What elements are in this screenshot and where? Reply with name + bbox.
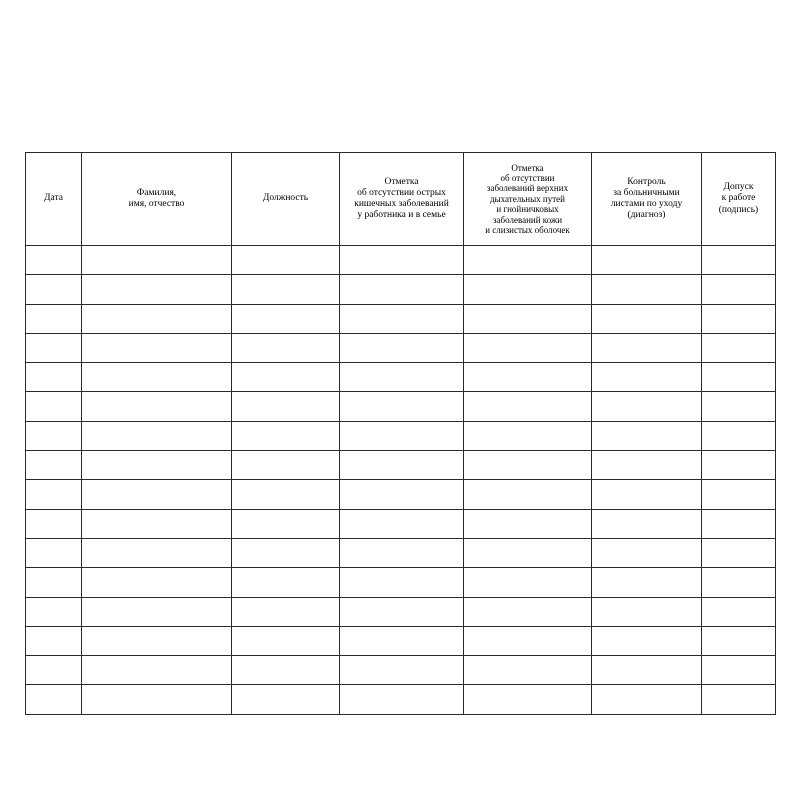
table-header xyxy=(26,153,776,246)
table-cell-position[interactable] xyxy=(232,685,340,714)
table-cell-sick-leave-control[interactable] xyxy=(592,451,702,480)
table-cell-no-respiratory-disease[interactable] xyxy=(464,509,592,538)
header-line: дыхательных путей xyxy=(490,193,565,204)
table-row xyxy=(26,597,776,626)
table-row xyxy=(26,363,776,392)
header-line: Дата xyxy=(44,193,63,204)
column-header-no-respiratory-disease xyxy=(464,153,592,246)
header-line: (подпись) xyxy=(718,204,759,215)
table-cell-position[interactable] xyxy=(232,597,340,626)
table-cell-position[interactable] xyxy=(232,656,340,685)
table-cell-date[interactable] xyxy=(26,538,82,567)
table-row xyxy=(26,392,776,421)
table-cell-position[interactable] xyxy=(232,275,340,304)
table-row xyxy=(26,480,776,509)
table-row xyxy=(26,538,776,567)
journal-table xyxy=(25,152,776,715)
table-cell-no-respiratory-disease[interactable] xyxy=(464,597,592,626)
table-row xyxy=(26,304,776,333)
table-cell-full-name[interactable] xyxy=(82,538,232,567)
table-cell-work-admission[interactable] xyxy=(702,656,776,685)
table-cell-no-intestinal-disease[interactable] xyxy=(340,509,464,538)
table-cell-sick-leave-control[interactable] xyxy=(592,568,702,597)
table-cell-no-respiratory-disease[interactable] xyxy=(464,538,592,567)
table-cell-full-name[interactable] xyxy=(82,568,232,597)
table-cell-work-admission[interactable] xyxy=(702,685,776,714)
table-cell-no-respiratory-disease[interactable] xyxy=(464,451,592,480)
table-cell-full-name[interactable] xyxy=(82,304,232,333)
table-cell-full-name[interactable] xyxy=(82,626,232,655)
table-cell-no-respiratory-disease[interactable] xyxy=(464,363,592,392)
table-cell-no-respiratory-disease[interactable] xyxy=(464,333,592,362)
table-cell-sick-leave-control[interactable] xyxy=(592,333,702,362)
column-header-position-text xyxy=(235,193,336,204)
table-cell-position[interactable] xyxy=(232,421,340,450)
table-row xyxy=(26,451,776,480)
header-line: Отметка xyxy=(511,162,544,173)
header-line: об отсутствии острых xyxy=(357,187,446,198)
table-cell-full-name[interactable] xyxy=(82,597,232,626)
table-cell-sick-leave-control[interactable] xyxy=(592,509,702,538)
table-cell-full-name[interactable] xyxy=(82,451,232,480)
table-cell-date[interactable] xyxy=(26,363,82,392)
header-line: Допуск xyxy=(723,182,754,193)
header-line: об отсутствии xyxy=(500,173,555,184)
header-line: Должность xyxy=(262,193,309,204)
table-row xyxy=(26,568,776,597)
table-cell-date[interactable] xyxy=(26,246,82,275)
table-cell-sick-leave-control[interactable] xyxy=(592,421,702,450)
table-cell-sick-leave-control[interactable] xyxy=(592,685,702,714)
table-cell-work-admission[interactable] xyxy=(702,568,776,597)
table-cell-sick-leave-control[interactable] xyxy=(592,480,702,509)
table-cell-date[interactable] xyxy=(26,597,82,626)
table-cell-no-intestinal-disease[interactable] xyxy=(340,363,464,392)
table-cell-date[interactable] xyxy=(26,685,82,714)
table-cell-work-admission[interactable] xyxy=(702,421,776,450)
table-cell-work-admission[interactable] xyxy=(702,509,776,538)
table-cell-no-respiratory-disease[interactable] xyxy=(464,275,592,304)
table-cell-no-intestinal-disease[interactable] xyxy=(340,392,464,421)
table-cell-no-respiratory-disease[interactable] xyxy=(464,392,592,421)
table-cell-no-intestinal-disease[interactable] xyxy=(340,568,464,597)
table-row xyxy=(26,275,776,304)
header-line: Фамилия, xyxy=(136,187,177,198)
table-cell-full-name[interactable] xyxy=(82,363,232,392)
table-cell-full-name[interactable] xyxy=(82,333,232,362)
table-cell-full-name[interactable] xyxy=(82,246,232,275)
table-cell-position[interactable] xyxy=(232,568,340,597)
table-body xyxy=(26,246,776,715)
table-cell-date[interactable] xyxy=(26,451,82,480)
table-cell-no-intestinal-disease[interactable] xyxy=(340,451,464,480)
table-cell-full-name[interactable] xyxy=(82,421,232,450)
header-line: и гнойничковых xyxy=(496,204,559,215)
table-cell-work-admission[interactable] xyxy=(702,363,776,392)
table-cell-position[interactable] xyxy=(232,451,340,480)
table-cell-work-admission[interactable] xyxy=(702,538,776,567)
table-row xyxy=(26,685,776,714)
table-cell-no-respiratory-disease[interactable] xyxy=(464,626,592,655)
header-row xyxy=(26,153,776,246)
table-cell-work-admission[interactable] xyxy=(702,626,776,655)
table-cell-no-intestinal-disease[interactable] xyxy=(340,685,464,714)
header-line: имя, отчество xyxy=(128,199,185,209)
table-cell-date[interactable] xyxy=(26,275,82,304)
table-cell-no-intestinal-disease[interactable] xyxy=(340,304,464,333)
table-cell-no-intestinal-disease[interactable] xyxy=(340,538,464,567)
header-line: заболеваний кожи xyxy=(492,214,563,225)
column-header-sick-leave-control-text xyxy=(595,177,698,222)
table-cell-work-admission[interactable] xyxy=(702,480,776,509)
table-cell-sick-leave-control[interactable] xyxy=(592,304,702,333)
table-cell-no-intestinal-disease[interactable] xyxy=(340,597,464,626)
table-cell-no-intestinal-disease[interactable] xyxy=(340,275,464,304)
table-cell-date[interactable] xyxy=(26,480,82,509)
table-row xyxy=(26,509,776,538)
table-cell-position[interactable] xyxy=(232,509,340,538)
table-cell-date[interactable] xyxy=(26,304,82,333)
table-cell-full-name[interactable] xyxy=(82,392,232,421)
table-cell-sick-leave-control[interactable] xyxy=(592,656,702,685)
table-cell-full-name[interactable] xyxy=(82,685,232,714)
column-header-date xyxy=(26,153,82,246)
table-cell-full-name[interactable] xyxy=(82,656,232,685)
table-cell-sick-leave-control[interactable] xyxy=(592,538,702,567)
header-line: заболеваний верхних xyxy=(486,183,569,194)
table-cell-work-admission[interactable] xyxy=(702,451,776,480)
table-cell-sick-leave-control[interactable] xyxy=(592,246,702,275)
table-cell-date[interactable] xyxy=(26,333,82,362)
table-cell-position[interactable] xyxy=(232,363,340,392)
table-cell-position[interactable] xyxy=(232,626,340,655)
header-line: и слизистых оболочек xyxy=(485,224,570,235)
table-cell-no-intestinal-disease[interactable] xyxy=(340,480,464,509)
table-cell-sick-leave-control[interactable] xyxy=(592,392,702,421)
table-cell-sick-leave-control[interactable] xyxy=(592,626,702,655)
table-cell-date[interactable] xyxy=(26,509,82,538)
table-cell-date[interactable] xyxy=(26,656,82,685)
table-cell-date[interactable] xyxy=(26,626,82,655)
table-cell-no-intestinal-disease[interactable] xyxy=(340,626,464,655)
header-line: Отметка xyxy=(384,176,419,187)
table-cell-sick-leave-control[interactable] xyxy=(592,275,702,304)
table-cell-position[interactable] xyxy=(232,304,340,333)
table-cell-full-name[interactable] xyxy=(82,275,232,304)
table-cell-no-respiratory-disease[interactable] xyxy=(464,685,592,714)
table-cell-position[interactable] xyxy=(232,246,340,275)
table-cell-full-name[interactable] xyxy=(82,480,232,509)
column-header-work-admission xyxy=(702,153,776,246)
table-row xyxy=(26,246,776,275)
table-cell-no-respiratory-disease[interactable] xyxy=(464,421,592,450)
table-cell-work-admission[interactable] xyxy=(702,304,776,333)
column-header-no-intestinal-disease-text xyxy=(343,177,460,222)
header-line: (диагноз) xyxy=(627,210,666,221)
table-cell-date[interactable] xyxy=(26,392,82,421)
table-cell-no-respiratory-disease[interactable] xyxy=(464,304,592,333)
table-cell-work-admission[interactable] xyxy=(702,275,776,304)
table-cell-no-respiratory-disease[interactable] xyxy=(464,568,592,597)
table-cell-work-admission[interactable] xyxy=(702,597,776,626)
table-row xyxy=(26,421,776,450)
table-cell-position[interactable] xyxy=(232,333,340,362)
table-cell-date[interactable] xyxy=(26,568,82,597)
column-header-full-name xyxy=(82,153,232,246)
table-cell-work-admission[interactable] xyxy=(702,246,776,275)
header-line: кишечных заболеваний xyxy=(354,199,449,209)
column-header-no-intestinal-disease xyxy=(340,153,464,246)
table-cell-sick-leave-control[interactable] xyxy=(592,597,702,626)
table-cell-no-intestinal-disease[interactable] xyxy=(340,246,464,275)
header-line: к работе xyxy=(721,193,756,204)
table-cell-no-respiratory-disease[interactable] xyxy=(464,656,592,685)
header-line: Контроль xyxy=(627,176,666,187)
table-cell-no-intestinal-disease[interactable] xyxy=(340,656,464,685)
table-cell-no-intestinal-disease[interactable] xyxy=(340,421,464,450)
table-row xyxy=(26,626,776,655)
table-cell-date[interactable] xyxy=(26,421,82,450)
table-cell-full-name[interactable] xyxy=(82,509,232,538)
header-line: у работника и в семье xyxy=(357,210,446,221)
column-header-full-name-text xyxy=(85,188,228,210)
column-header-date-text xyxy=(29,193,78,204)
column-header-position xyxy=(232,153,340,246)
table-cell-work-admission[interactable] xyxy=(702,392,776,421)
table-cell-position[interactable] xyxy=(232,480,340,509)
column-header-no-respiratory-disease-text xyxy=(467,163,588,235)
header-line: за больничными xyxy=(613,187,680,198)
table-cell-no-respiratory-disease[interactable] xyxy=(464,480,592,509)
column-header-work-admission-text xyxy=(705,182,772,216)
column-header-sick-leave-control xyxy=(592,153,702,246)
table-cell-sick-leave-control[interactable] xyxy=(592,363,702,392)
header-line: листами по уходу xyxy=(610,199,683,209)
table-cell-position[interactable] xyxy=(232,538,340,567)
table-row xyxy=(26,333,776,362)
table-cell-work-admission[interactable] xyxy=(702,333,776,362)
table-row xyxy=(26,656,776,685)
table-cell-position[interactable] xyxy=(232,392,340,421)
table-cell-no-intestinal-disease[interactable] xyxy=(340,333,464,362)
table-cell-no-respiratory-disease[interactable] xyxy=(464,246,592,275)
journal-table-container xyxy=(25,152,775,715)
